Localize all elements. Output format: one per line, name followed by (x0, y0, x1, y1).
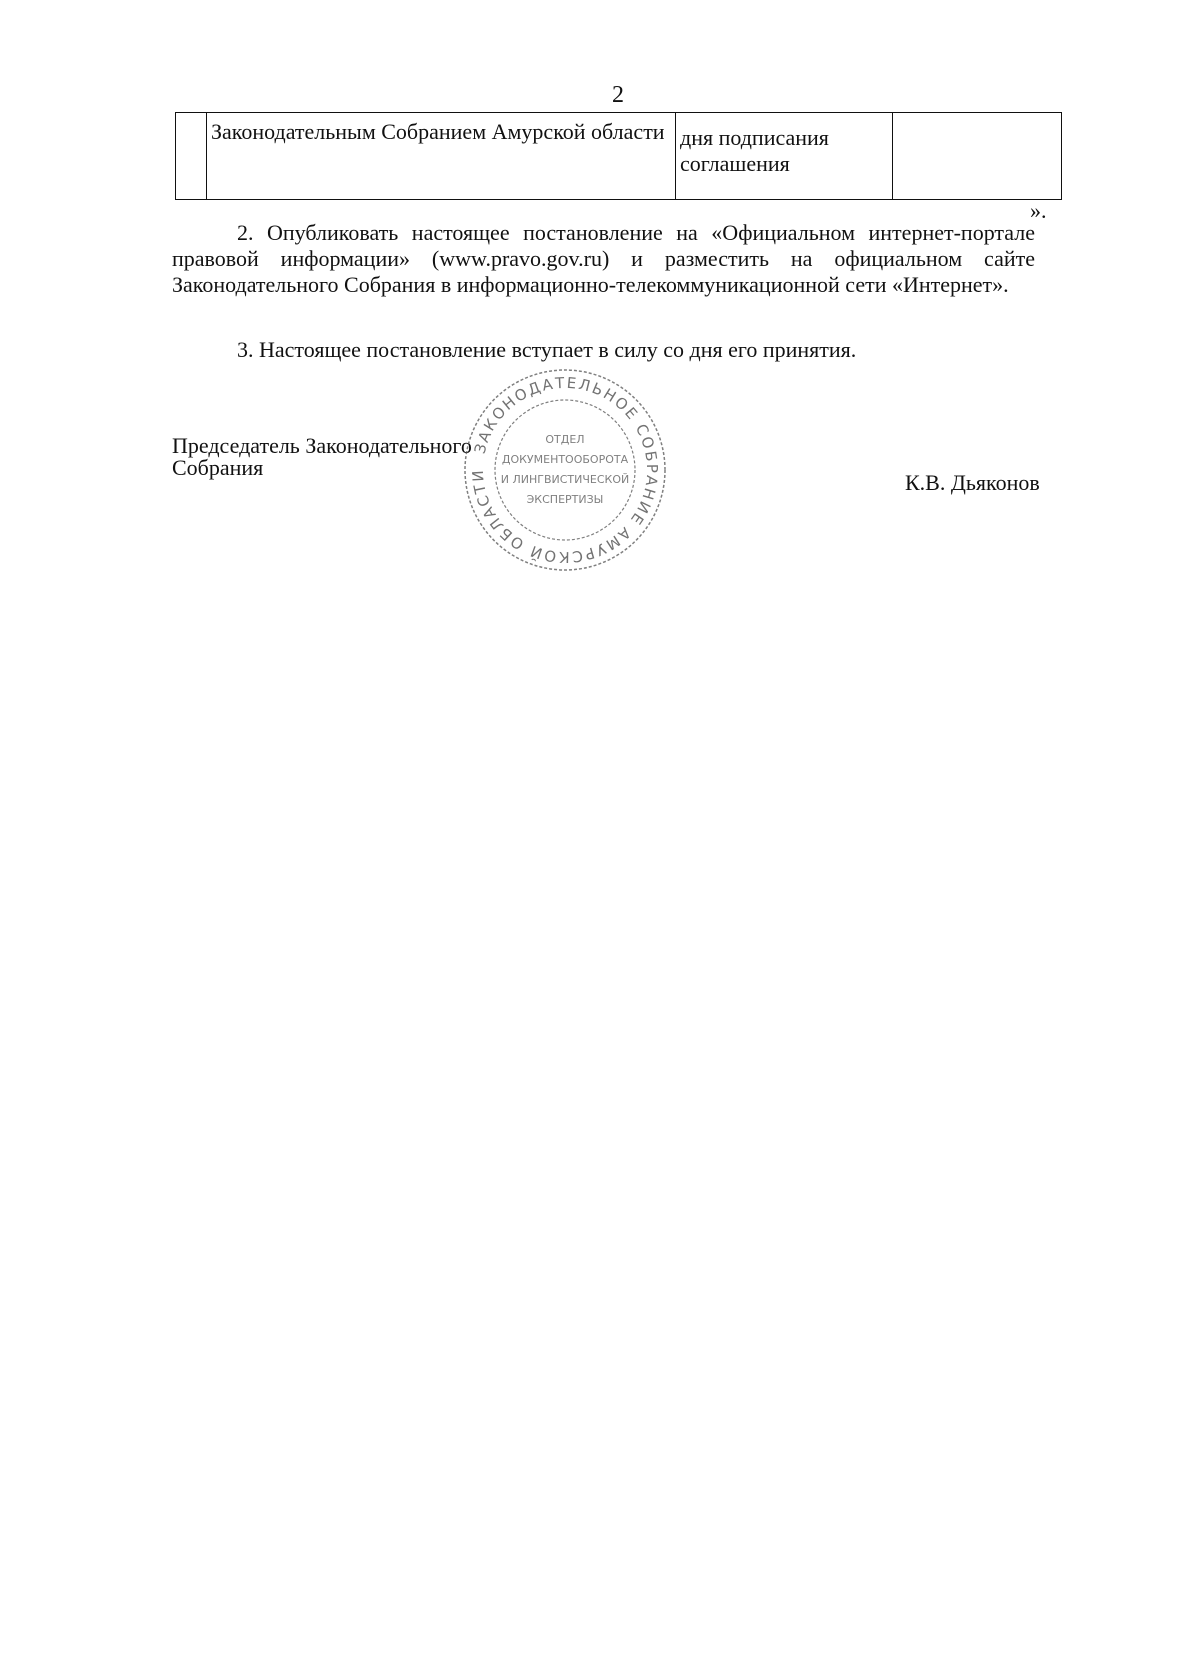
stamp-line: И ЛИНГВИСТИЧЕСКОЙ (500, 473, 630, 486)
table-cell (893, 113, 1062, 200)
table-cell: Законодательным Собранием Амурской области (207, 113, 676, 200)
table-cell (176, 113, 207, 200)
official-stamp (455, 365, 675, 575)
stamp-line: ДОКУМЕНТООБОРОТА (501, 453, 629, 466)
paragraph-2: 2. Опубликовать настоящее постановление на «Официальном интернет-портале правовой информации» (www.pravo.gov.ru) и разместить на официальном сайте Законодательного Собрания в информационно-телекоммуникационной сети «Интернет». (172, 220, 1035, 297)
table-cell: дня подписания соглашения (676, 113, 893, 200)
signature-title-line: Собрания (172, 455, 264, 480)
signature-title (172, 435, 472, 479)
stamp-ring-text: ЗАКОНОДАТЕЛЬНОЕ СОБРАНИЕ АМУРСКОЙ ОБЛАСТИ (468, 373, 662, 567)
page-number: 2 (612, 82, 624, 108)
closing-quote: ». (1030, 198, 1047, 223)
continuation-table (175, 112, 1062, 200)
paragraph-3: 3. Настоящее постановление вступает в силу со дня его принятия. (237, 337, 857, 362)
signatory-name: К.В. Дьяконов (905, 470, 1040, 495)
stamp-line: ЭКСПЕРТИЗЫ (526, 493, 604, 506)
signature-title-line: Председатель Законодательного (172, 433, 472, 458)
stamp-line: ОТДЕЛ (545, 433, 585, 446)
table-row (176, 113, 1062, 200)
